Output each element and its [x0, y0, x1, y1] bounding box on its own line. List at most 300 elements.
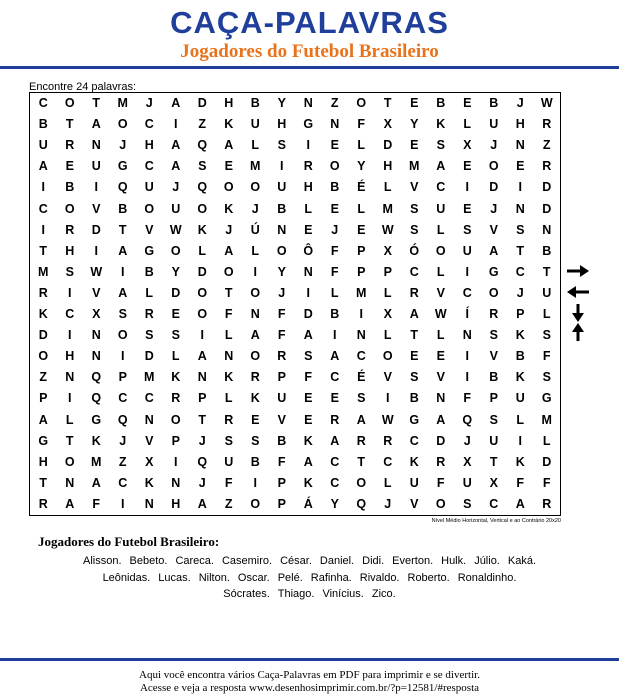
- grid-cell: F: [516, 475, 525, 490]
- grid-cell: F: [224, 307, 233, 321]
- grid-cell: U: [38, 138, 48, 153]
- grid-cell: G: [303, 117, 314, 132]
- grid-cell: J: [119, 138, 127, 153]
- grid-cell: P: [171, 433, 180, 448]
- grid-cell: F: [277, 454, 286, 469]
- grid-cell: W: [381, 222, 394, 237]
- grid-cell: Y: [277, 96, 286, 110]
- grid-cell: F: [542, 475, 551, 490]
- level-note: Nível Médio Horizontal, Vertical e ao Contrário 20x20: [431, 518, 561, 524]
- grid-cell: U: [542, 285, 552, 300]
- grid-cell: Y: [277, 264, 286, 279]
- grid-cell: S: [463, 222, 472, 237]
- grid-cell: D: [436, 433, 446, 448]
- grid-cell: I: [94, 180, 98, 195]
- grid-cell: I: [68, 391, 72, 406]
- grid-cell: D: [38, 328, 48, 343]
- grid-cell: O: [117, 117, 128, 132]
- grid-cell: S: [251, 433, 260, 448]
- grid-cell: L: [436, 328, 445, 343]
- bottom-rule: [0, 658, 619, 661]
- grid-cell: N: [303, 96, 313, 110]
- grid-cell: I: [121, 496, 125, 511]
- word-list-item: Alisson.: [82, 555, 122, 567]
- grid-cell: S: [463, 496, 472, 511]
- grid-cell: P: [277, 496, 286, 511]
- grid-cell: B: [144, 264, 154, 279]
- grid-cell: V: [489, 222, 498, 237]
- grid-cell: R: [38, 496, 48, 511]
- grid-cell: Y: [410, 117, 419, 132]
- grid-cell: X: [463, 138, 472, 153]
- grid-cell: E: [330, 138, 339, 153]
- grid-cell: I: [306, 285, 310, 300]
- grid-cell: H: [144, 138, 154, 153]
- grid-cell: E: [171, 307, 180, 321]
- grid-cell: R: [330, 412, 340, 427]
- grid-cell: T: [39, 475, 48, 490]
- grid-cell: F: [542, 349, 551, 364]
- grid-cell: A: [65, 496, 75, 511]
- grid-cell: C: [65, 307, 75, 321]
- grid-cell: T: [65, 433, 74, 448]
- grid-cell: I: [200, 328, 204, 343]
- grid-cell: V: [383, 370, 392, 385]
- grid-cell: V: [410, 496, 419, 511]
- grid-row: [30, 325, 560, 346]
- grid-cell: J: [145, 96, 153, 110]
- grid-cell: H: [38, 454, 48, 469]
- grid-cell: K: [224, 201, 234, 216]
- grid-cell: H: [65, 243, 75, 258]
- grid-cell: D: [197, 264, 207, 279]
- grid-cell: F: [436, 475, 445, 490]
- grid-cell: F: [277, 307, 286, 321]
- grid-cell: A: [436, 412, 446, 427]
- grid-cell: S: [224, 433, 233, 448]
- grid-cell: O: [250, 349, 261, 364]
- grid-cell: N: [515, 201, 525, 216]
- grid-cell: O: [197, 285, 208, 300]
- arrow-up-icon: [565, 322, 591, 342]
- grid-cell: A: [515, 496, 525, 511]
- grid-cell: O: [64, 201, 75, 216]
- grid-cell: U: [409, 475, 419, 490]
- grid-cell: Z: [330, 96, 339, 110]
- grid-cell: W: [169, 222, 182, 237]
- word-list-item: Rivaldo.: [359, 572, 400, 584]
- grid-cell: O: [329, 159, 340, 174]
- grid-cell: R: [277, 349, 287, 364]
- grid-cell: I: [465, 349, 469, 364]
- grid-cell: O: [38, 349, 49, 364]
- grid-cell: U: [462, 243, 472, 258]
- grid-cell: C: [409, 433, 419, 448]
- grid-cell: I: [333, 328, 337, 343]
- grid-cell: B: [489, 96, 499, 110]
- grid-cell: L: [436, 264, 445, 279]
- grid-cell: L: [357, 138, 366, 153]
- grid-cell: E: [304, 391, 313, 406]
- grid-row: [30, 388, 560, 409]
- grid-cell: K: [250, 391, 260, 406]
- grid-cell: K: [303, 475, 313, 490]
- grid-cell: E: [410, 349, 419, 364]
- grid-cell: K: [171, 370, 181, 385]
- grid-cell: Q: [117, 412, 128, 427]
- word-list-item: Nilton.: [198, 572, 230, 584]
- grid-cell: Y: [357, 159, 366, 174]
- grid-row: [30, 346, 560, 367]
- grid-cell: R: [383, 433, 393, 448]
- word-list-line-1: [0, 555, 619, 568]
- word-list-item: Careca.: [175, 555, 214, 567]
- grid-cell: M: [117, 96, 128, 110]
- grid-cell: N: [144, 496, 154, 511]
- grid-cell: S: [489, 412, 498, 427]
- word-list-item: Hulk.: [441, 555, 467, 567]
- grid-cell: M: [356, 285, 367, 300]
- grid-cell: L: [304, 201, 313, 216]
- grid-cell: G: [91, 412, 102, 427]
- grid-cell: R: [436, 454, 446, 469]
- word-list-item: Casemiro.: [221, 555, 273, 567]
- grid-cell: K: [197, 222, 207, 237]
- grid-cell: J: [251, 201, 259, 216]
- grid-cell: M: [38, 264, 49, 279]
- grid-cell: V: [436, 370, 445, 385]
- grid-cell: P: [489, 391, 498, 406]
- grid-cell: J: [516, 285, 524, 300]
- grid-cell: E: [304, 222, 313, 237]
- grid-cell: A: [171, 159, 181, 174]
- grid-cell: R: [65, 222, 75, 237]
- grid-cell: B: [542, 243, 552, 258]
- grid-cell: I: [465, 370, 469, 385]
- grid-cell: C: [330, 475, 340, 490]
- grid-cell: P: [516, 307, 525, 321]
- grid-cell: O: [250, 496, 261, 511]
- grid-cell: L: [65, 412, 74, 427]
- grid-cell: J: [490, 138, 498, 153]
- grid-cell: N: [224, 349, 234, 364]
- grid-cell: L: [383, 285, 392, 300]
- grid-cell: X: [383, 117, 392, 132]
- grid-cell: K: [436, 117, 446, 132]
- grid-cell: N: [171, 475, 181, 490]
- word-list-item: Leônidas.: [102, 572, 151, 584]
- grid-cell: D: [303, 307, 313, 321]
- grid-cell: E: [463, 201, 472, 216]
- grid-cell: Q: [91, 391, 102, 406]
- grid-cell: R: [171, 391, 181, 406]
- grid-cell: I: [68, 328, 72, 343]
- grid-cell: O: [117, 328, 128, 343]
- grid-cell: C: [330, 454, 340, 469]
- grid-cell: F: [224, 475, 233, 490]
- grid-cell: R: [250, 370, 260, 385]
- grid-cell: S: [516, 222, 525, 237]
- grid-cell: Á: [303, 496, 313, 511]
- grid-cell: L: [383, 475, 392, 490]
- grid-cell: L: [436, 222, 445, 237]
- footer-line-2: Acesse e veja a resposta www.desenhosimprimir.com.br/?p=12581/#resposta: [139, 682, 480, 694]
- grid-cell: Z: [39, 370, 48, 385]
- grid-row: [30, 135, 560, 156]
- grid-cell: F: [92, 496, 101, 511]
- grid-cell: P: [357, 243, 366, 258]
- grid-cell: O: [488, 285, 499, 300]
- grid-cell: F: [277, 328, 286, 343]
- word-list-item: Everton.: [392, 555, 434, 567]
- grid-cell: W: [540, 96, 553, 110]
- grid-cell: S: [198, 159, 207, 174]
- grid-cell: D: [542, 201, 552, 216]
- grid-cell: U: [515, 391, 525, 406]
- grid-cell: Y: [330, 496, 339, 511]
- grid-cell: G: [144, 243, 155, 258]
- grid-cell: O: [435, 496, 446, 511]
- grid-cell: D: [542, 454, 552, 469]
- grid-cell: C: [462, 285, 472, 300]
- grid-cell: K: [409, 454, 419, 469]
- grid-cell: R: [489, 307, 499, 321]
- grid-cell: T: [516, 243, 525, 258]
- grid-cell: L: [383, 328, 392, 343]
- grid-cell: Í: [465, 307, 469, 321]
- grid-cell: C: [144, 391, 154, 406]
- grid-row: [30, 262, 560, 283]
- grid-cell: M: [144, 370, 155, 385]
- grid-cell: U: [277, 391, 287, 406]
- grid-cell: H: [515, 117, 525, 132]
- grid-cell: N: [277, 222, 287, 237]
- grid-cell: O: [488, 159, 499, 174]
- grid-cell: O: [250, 285, 261, 300]
- grid-cell: H: [224, 96, 234, 110]
- grid-cell: B: [330, 307, 340, 321]
- grid-cell: A: [436, 159, 446, 174]
- grid-cell: A: [330, 349, 340, 364]
- grid-row: [30, 199, 560, 220]
- grid-cell: E: [330, 201, 339, 216]
- grid-cell: L: [171, 349, 180, 364]
- grid-cell: B: [38, 117, 48, 132]
- word-list-item: Ronaldinho.: [457, 572, 517, 584]
- grid-cell: L: [198, 243, 207, 258]
- word-list-item: Daniel.: [319, 555, 355, 567]
- grid-cell: A: [91, 117, 101, 132]
- grid-cell: I: [41, 180, 45, 195]
- grid-cell: N: [91, 138, 101, 153]
- grid-cell: K: [144, 475, 154, 490]
- grid-cell: H: [277, 117, 287, 132]
- grid-cell: K: [224, 370, 234, 385]
- grid-cell: A: [356, 412, 366, 427]
- grid-cell: S: [277, 138, 286, 153]
- grid-cell: N: [330, 117, 340, 132]
- grid-cell: I: [253, 475, 257, 490]
- grid-cell: U: [250, 117, 260, 132]
- grid-cell: C: [330, 370, 340, 385]
- grid-cell: W: [90, 264, 103, 279]
- grid-cell: B: [330, 180, 340, 195]
- grid-cell: A: [409, 307, 419, 321]
- word-list-item: Kaká.: [507, 555, 537, 567]
- grid-cell: O: [64, 454, 75, 469]
- word-list-line-2: [0, 572, 619, 585]
- grid-cell: F: [330, 264, 339, 279]
- grid-cell: C: [144, 117, 154, 132]
- grid-cell: I: [465, 264, 469, 279]
- grid-cell: I: [306, 138, 310, 153]
- word-list-line-3: [0, 588, 619, 601]
- grid-cell: T: [39, 243, 48, 258]
- grid-cell: P: [39, 391, 48, 406]
- grid-row: [30, 220, 560, 241]
- grid-cell: M: [541, 412, 552, 427]
- grid-cell: E: [516, 159, 525, 174]
- grid-cell: E: [463, 159, 472, 174]
- grid-cell: I: [41, 222, 45, 237]
- grid-cell: W: [381, 412, 394, 427]
- word-list-item: Bebeto.: [129, 555, 168, 567]
- grid-cell: B: [409, 391, 419, 406]
- grid-cell: X: [463, 454, 472, 469]
- grid-cell: K: [515, 328, 525, 343]
- grid-cell: A: [118, 285, 128, 300]
- grid-cell: S: [410, 370, 419, 385]
- grid-cell: K: [515, 454, 525, 469]
- grid-cell: H: [303, 180, 313, 195]
- grid-cell: J: [119, 433, 127, 448]
- grid-cell: D: [171, 285, 181, 300]
- word-list-item: Zico.: [371, 588, 396, 600]
- grid-cell: J: [172, 180, 180, 195]
- grid-cell: B: [65, 180, 75, 195]
- grid-cell: S: [436, 138, 445, 153]
- grid-cell: P: [277, 475, 286, 490]
- grid-cell: J: [278, 285, 286, 300]
- grid-cell: U: [224, 454, 234, 469]
- grid-cell: E: [436, 349, 445, 364]
- grid-cell: B: [250, 96, 260, 110]
- grid-cell: D: [489, 180, 499, 195]
- grid-cell: M: [250, 159, 261, 174]
- grid-row: [30, 367, 560, 388]
- grid-cell: B: [250, 454, 260, 469]
- grid-row: [30, 241, 560, 262]
- grid-cell: U: [489, 117, 499, 132]
- grid-cell: G: [38, 433, 49, 448]
- grid-cell: N: [515, 138, 525, 153]
- grid-cell: I: [253, 264, 257, 279]
- grid-cell: L: [542, 307, 551, 321]
- grid-cell: B: [277, 433, 287, 448]
- grid-cell: U: [462, 475, 472, 490]
- grid-cell: O: [435, 243, 446, 258]
- grid-cell: J: [384, 496, 392, 511]
- grid-cell: S: [489, 328, 498, 343]
- grid-cell: X: [145, 454, 154, 469]
- grid-cell: Q: [356, 496, 367, 511]
- grid-cell: B: [489, 370, 499, 385]
- grid-cell: U: [436, 201, 446, 216]
- grid-cell: P: [118, 370, 127, 385]
- grid-cell: B: [515, 349, 525, 364]
- grid-cell: A: [118, 243, 128, 258]
- grid-cell: U: [489, 433, 499, 448]
- grid-cell: N: [65, 370, 75, 385]
- grid-cell: A: [224, 243, 234, 258]
- word-list-item: Júlio.: [474, 555, 500, 567]
- grid-cell: N: [65, 475, 75, 490]
- grid-cell: R: [542, 496, 552, 511]
- page-title: CAÇA-PALAVRAS: [170, 5, 449, 40]
- page-subtitle: Jogadores do Futebol Brasileiro: [180, 41, 439, 62]
- grid-cell: O: [382, 349, 393, 364]
- grid-cell: L: [145, 285, 154, 300]
- grid-cell: V: [145, 433, 154, 448]
- grid-cell: I: [518, 180, 522, 195]
- grid-cell: J: [225, 222, 233, 237]
- grid-cell: N: [250, 307, 260, 321]
- word-list-item: Sócrates.: [223, 588, 270, 600]
- grid-cell: V: [92, 285, 101, 300]
- grid-cell: L: [251, 138, 260, 153]
- grid-cell: A: [330, 433, 340, 448]
- grid-cell: S: [542, 328, 551, 343]
- grid-cell: P: [277, 370, 286, 385]
- grid-cell: A: [91, 475, 101, 490]
- grid-cell: A: [197, 349, 207, 364]
- word-list-item: Oscar.: [237, 572, 270, 584]
- grid-cell: T: [92, 96, 101, 110]
- grid-cell: G: [541, 391, 552, 406]
- grid-cell: N: [91, 349, 101, 364]
- grid-cell: P: [357, 264, 366, 279]
- grid-cell: V: [489, 349, 498, 364]
- grid-cell: S: [357, 391, 366, 406]
- grid-cell: R: [224, 412, 234, 427]
- grid-cell: I: [68, 285, 72, 300]
- grid-cell: A: [171, 96, 181, 110]
- grid-cell: I: [121, 349, 125, 364]
- grid-cell: T: [542, 264, 551, 279]
- grid-cell: F: [357, 117, 366, 132]
- arrow-left-icon: [565, 282, 591, 302]
- grid-cell: Z: [224, 496, 233, 511]
- grid-cell: C: [409, 264, 419, 279]
- grid-cell: C: [38, 201, 48, 216]
- grid-cell: L: [516, 412, 525, 427]
- word-list-item: Lucas.: [158, 572, 191, 584]
- grid-cell: X: [489, 475, 498, 490]
- grid-row: [30, 452, 560, 473]
- grid-row: [30, 473, 560, 494]
- arrow-right-icon: [565, 261, 591, 281]
- grid-cell: D: [383, 138, 393, 153]
- grid-cell: C: [118, 391, 128, 406]
- grid-cell: K: [38, 307, 48, 321]
- grid-cell: U: [91, 159, 101, 174]
- grid-cell: O: [170, 412, 181, 427]
- grid-cell: E: [251, 412, 260, 427]
- word-list-item: Vinícius.: [322, 588, 364, 600]
- grid-cell: C: [118, 475, 128, 490]
- grid-row: [30, 93, 560, 114]
- grid-cell: L: [357, 201, 366, 216]
